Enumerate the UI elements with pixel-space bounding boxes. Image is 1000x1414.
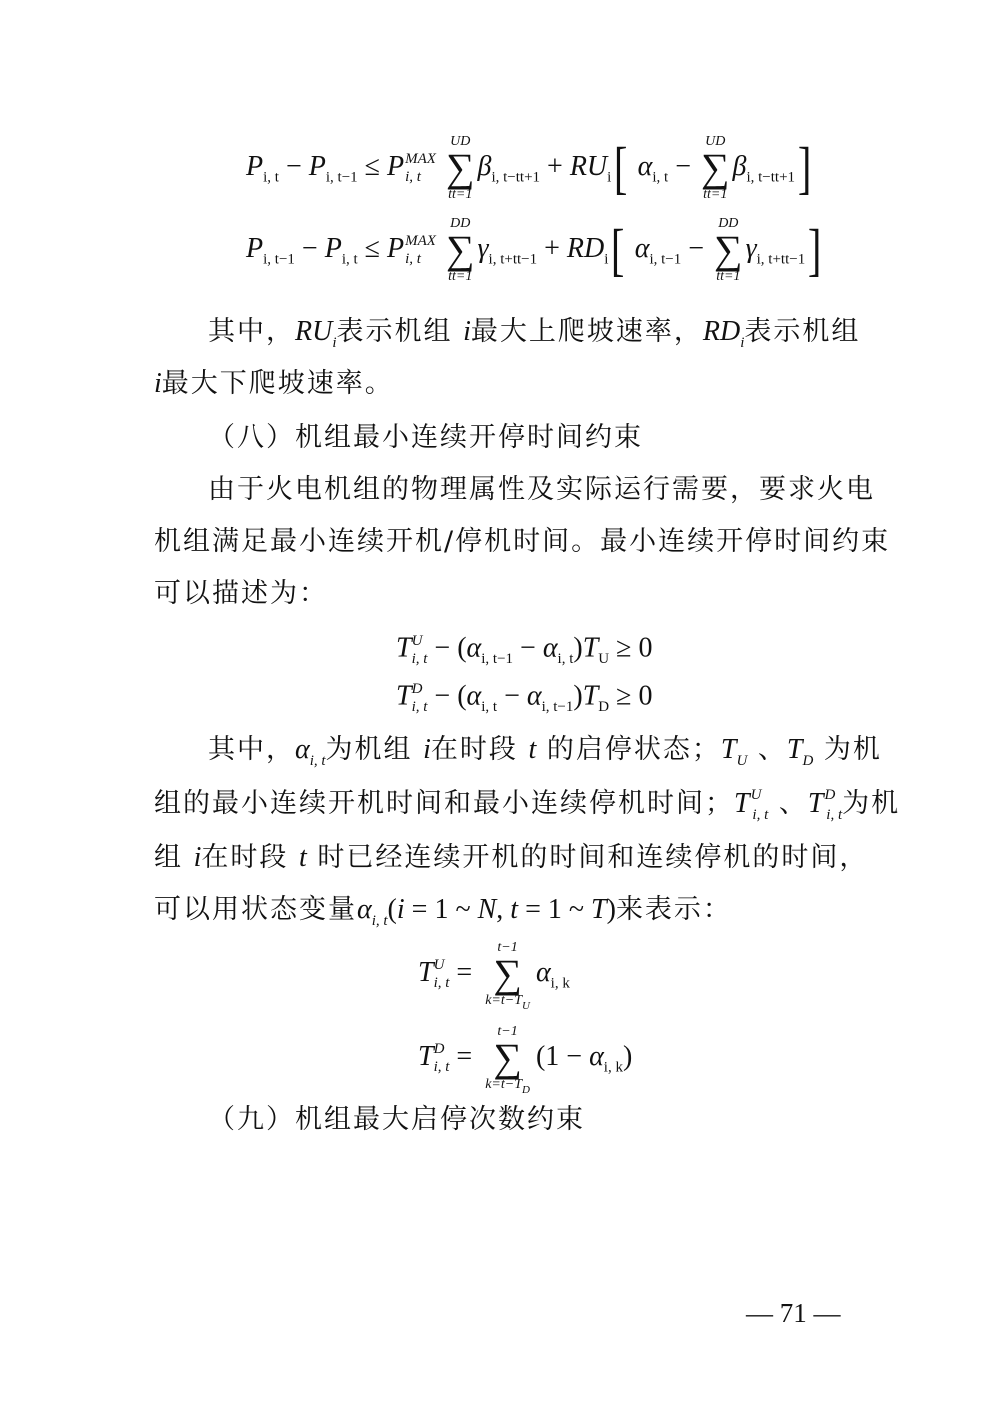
section-heading-8: （八）机组最小连续开停时间约束 [208,422,643,453]
paragraph-state-line-2: 组的最小连续开机时间和最小连续停机时间；$T^U_{i, t}$ 、$T^D_{i, t}$为机 [154,787,901,823]
paragraph-ramp-definition-line-1: 其中，$RU_i$表示机组 i最大上爬坡速率，$RD_i$表示机组 [208,316,861,351]
paragraph-state-line-3: 组 i在时段 t 时已经连续开机的时间和连续停机的时间， [154,842,869,873]
page-number: — 71 — [746,1298,841,1328]
paragraph-min-time-line-1: 由于火电机组的物理属性及实际运行需要，要求火电 [208,474,875,505]
paragraph-state-line-1: 其中，$\alpha_{i, t}$为机组 i在时段 t 的启停状态；$T_U$ 、$T_D$ 为机 [208,734,882,769]
equation-min-up: T U i, t − $(\alpha_{i, t-1} - \alpha_{i, t})T_U \ge 0$ [396,632,653,668]
equation-tu-sum: T U i, t = t−1 ∑ $k=t-T_U$ $\alpha_{i, k}$ [418,940,570,1013]
paragraph-min-time-line-2: 机组满足最小连续开机/停机时间。最小连续开停时间约束 [154,526,891,557]
equation-ramp-up: $P_{i, t} - P_{i, t-1} \le P$ MAX i, t UD ∑ tt=1 $\beta_{i, t-tt+1} + RU_i$[ $\alpha_{i, t}$ − UD ∑ tt=1 $\beta_{i, t-tt+1}$] [246,134,812,203]
equation-min-down: T D i, t − $(\alpha_{i, t} - \alpha_{i, t-1})T_D \ge 0$ [396,680,653,716]
paragraph-ramp-definition-line-2: i最大下爬坡速率。 [154,368,394,399]
paragraph-state-line-4: 可以用状态变量$\alpha_{i, t}(i = 1$ ~ N, t = 1 ~ T)来表示： [154,894,732,929]
equation-td-sum: T D i, t = t−1 ∑ $k=t-T_D$ $(1 - \alpha_{i, k})$ [418,1024,633,1097]
equation-ramp-down: $P_{i, t-1} - P_{i, t} \le P$ MAX i, t DD ∑ tt=1 $\gamma_{i, t+tt-1} + RD_i$[ $\alpha_{i, t-1}$ − DD ∑ tt=1 $\gamma_{i, t+tt-1}$] [246,216,822,285]
section-heading-9: （九）机组最大启停次数约束 [208,1104,585,1135]
paragraph-min-time-line-3: 可以描述为： [154,578,328,609]
